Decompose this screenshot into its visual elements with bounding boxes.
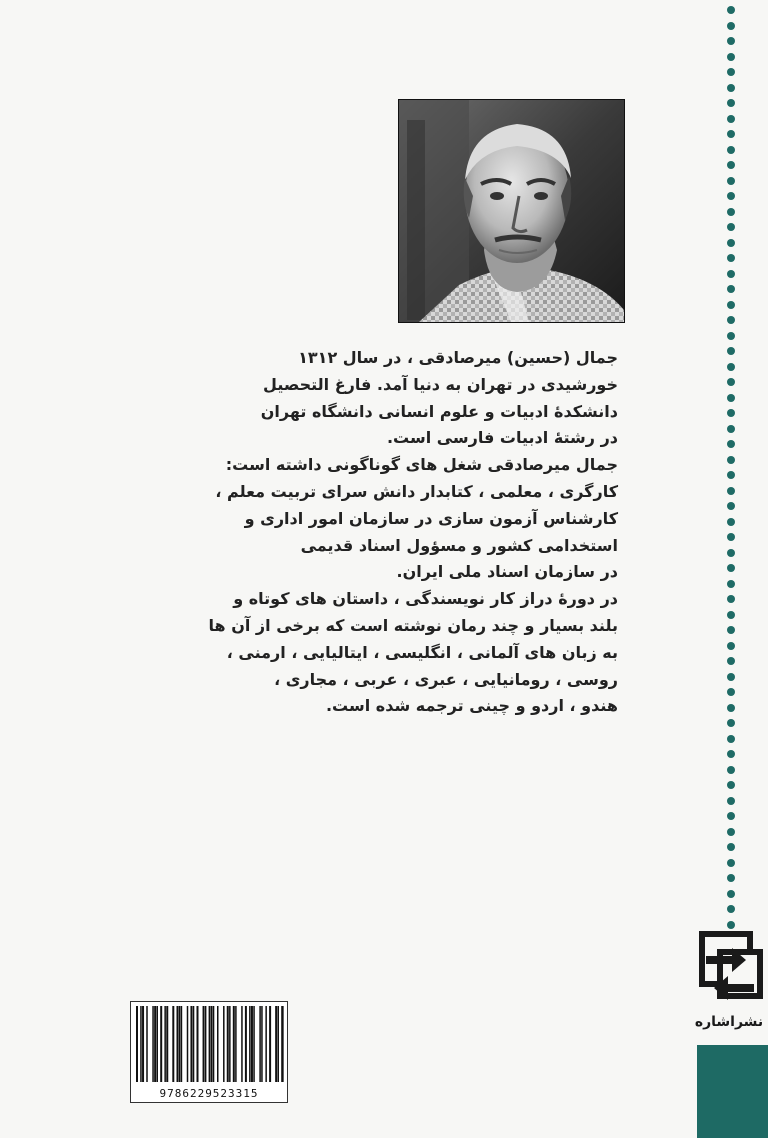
bio-line: خورشیدی در تهران به دنیا آمد. فارغ التحصیل (263, 374, 618, 394)
decorative-dot (727, 177, 735, 185)
decorative-dot (727, 378, 735, 386)
decorative-dot (727, 6, 735, 14)
barcode-bar (205, 1006, 207, 1082)
barcode-bar (203, 1006, 205, 1082)
decorative-dot (727, 37, 735, 45)
decorative-dot (727, 688, 735, 696)
barcode-number: 9786229523315 (159, 1087, 259, 1100)
dotted-border-decoration (727, 6, 737, 926)
decorative-dot (727, 22, 735, 30)
decorative-dot (727, 580, 735, 588)
decorative-dot (727, 425, 735, 433)
barcode-bar (217, 1006, 219, 1082)
decorative-dot (727, 828, 735, 836)
decorative-dot (727, 208, 735, 216)
barcode-bar (197, 1006, 199, 1082)
decorative-dot (727, 161, 735, 169)
barcode-bar (136, 1006, 138, 1082)
barcode-bar (213, 1006, 215, 1082)
decorative-dot (727, 564, 735, 572)
barcode-bar (209, 1006, 211, 1082)
barcode-bar (241, 1006, 243, 1082)
bio-line: جمال (حسین) میرصادقی ، در سال ۱۳۱۲ (298, 348, 618, 367)
barcode-bar (211, 1006, 213, 1082)
barcode-bar (157, 1006, 159, 1082)
decorative-dot (727, 270, 735, 278)
barcode-bar (142, 1006, 144, 1082)
decorative-dot (727, 130, 735, 138)
author-photo (398, 99, 625, 323)
decorative-dot (727, 487, 735, 495)
barcode-bar (245, 1006, 247, 1082)
barcode-bar (178, 1006, 180, 1082)
barcode-bar (235, 1006, 237, 1082)
decorative-dot (727, 332, 735, 340)
decorative-dot (727, 905, 735, 913)
bio-line: کارگری ، معلمی ، کتابدار دانش سرای تربیت معلم ، (215, 481, 618, 501)
barcode-bar (172, 1006, 174, 1082)
decorative-dot (727, 704, 735, 712)
bio-line: در سازمان اسناد ملی ایران. (396, 562, 618, 582)
barcode-bar (275, 1006, 277, 1082)
publisher-name: نشراشاره (694, 1014, 764, 1030)
barcode-bar (181, 1006, 183, 1082)
barcode-bar (193, 1006, 195, 1082)
decorative-dot (727, 719, 735, 727)
barcode-bar (265, 1006, 267, 1082)
barcode-bar (281, 1006, 283, 1082)
decorative-dot (727, 874, 735, 882)
barcode-bar (253, 1006, 255, 1082)
decorative-dot (727, 642, 735, 650)
barcode-bar (259, 1006, 261, 1082)
decorative-dot (727, 192, 735, 200)
publisher-logo-icon (692, 926, 768, 1010)
decorative-dot (727, 239, 735, 247)
bio-line: بلند بسیار و چند رمان نوشته است که برخی از آن ها (208, 615, 618, 635)
barcode-bar (152, 1006, 154, 1082)
barcode-bar (187, 1006, 189, 1082)
barcode-bar (269, 1006, 271, 1082)
decorative-dot (727, 502, 735, 510)
isbn-barcode (130, 1001, 288, 1103)
bio-line: به زبان های آلمانی ، انگلیسی ، ایتالیایی ، ارمنی ، (226, 642, 618, 662)
decorative-dot (727, 611, 735, 619)
bio-line: روسی ، رومانیایی ، عبری ، عربی ، مجاری ، (274, 669, 618, 689)
barcode-bar (166, 1006, 168, 1082)
decorative-dot (727, 781, 735, 789)
decorative-dot (727, 657, 735, 665)
decorative-dot (727, 68, 735, 76)
decorative-dot (727, 316, 735, 324)
decorative-dot (727, 518, 735, 526)
decorative-dot (727, 146, 735, 154)
decorative-dot (727, 347, 735, 355)
decorative-dot (727, 626, 735, 634)
decorative-dot (727, 812, 735, 820)
decorative-dot (727, 254, 735, 262)
barcode-bar (249, 1006, 251, 1082)
bio-line: جمال میرصادقی شغل های گوناگونی داشته است: (225, 455, 618, 475)
barcode-bar (164, 1006, 166, 1082)
barcode-bar (278, 1006, 280, 1082)
barcode-bars (134, 1006, 284, 1084)
decorative-dot (727, 301, 735, 309)
decorative-dot (727, 394, 735, 402)
barcode-bar (233, 1006, 235, 1082)
decorative-dot (727, 843, 735, 851)
decorative-dot (727, 99, 735, 107)
decorative-dot (727, 549, 735, 557)
barcode-bar (154, 1006, 156, 1082)
bio-line: دانشکدهٔ ادبیات و علوم انسانی دانشگاه تهران (260, 401, 618, 421)
bio-line: کارشناس آزمون سازی در سازمان امور اداری و (244, 508, 618, 528)
bio-line: در رشتهٔ ادبیات فارسی است. (386, 428, 618, 448)
decorative-dot (727, 890, 735, 898)
decorative-dot (727, 363, 735, 371)
decorative-dot (727, 859, 735, 867)
author-biography (208, 345, 618, 720)
barcode-bar (140, 1006, 142, 1082)
bio-line: در دورهٔ دراز کار نویسندگی ، داستان های کوتاه و (233, 589, 618, 609)
decorative-dot (727, 735, 735, 743)
decorative-dot (727, 797, 735, 805)
decorative-dot (727, 595, 735, 603)
bio-line: هندو ، اردو و چینی ترجمه شده است. (325, 696, 618, 716)
decorative-dot (727, 456, 735, 464)
decorative-dot (727, 285, 735, 293)
barcode-bar (261, 1006, 263, 1082)
decorative-dot (727, 673, 735, 681)
decorative-dot (727, 84, 735, 92)
barcode-bar (190, 1006, 192, 1082)
barcode-bar (229, 1006, 231, 1082)
decorative-dot (727, 766, 735, 774)
decorative-dot (727, 440, 735, 448)
decorative-dot (727, 533, 735, 541)
barcode-bar (146, 1006, 148, 1082)
decorative-dot (727, 53, 735, 61)
decorative-dot (727, 750, 735, 758)
barcode-bar (251, 1006, 253, 1082)
decorative-dot (727, 409, 735, 417)
decorative-dot (727, 115, 735, 123)
barcode-bar (177, 1006, 179, 1082)
barcode-bar (160, 1006, 162, 1082)
barcode-bar (223, 1006, 225, 1082)
cover-accent-block (697, 1045, 768, 1138)
decorative-dot (727, 223, 735, 231)
bio-line: استخدامی کشور و مسؤول اسناد قدیمی (300, 535, 618, 555)
decorative-dot (727, 471, 735, 479)
barcode-bar (227, 1006, 229, 1082)
